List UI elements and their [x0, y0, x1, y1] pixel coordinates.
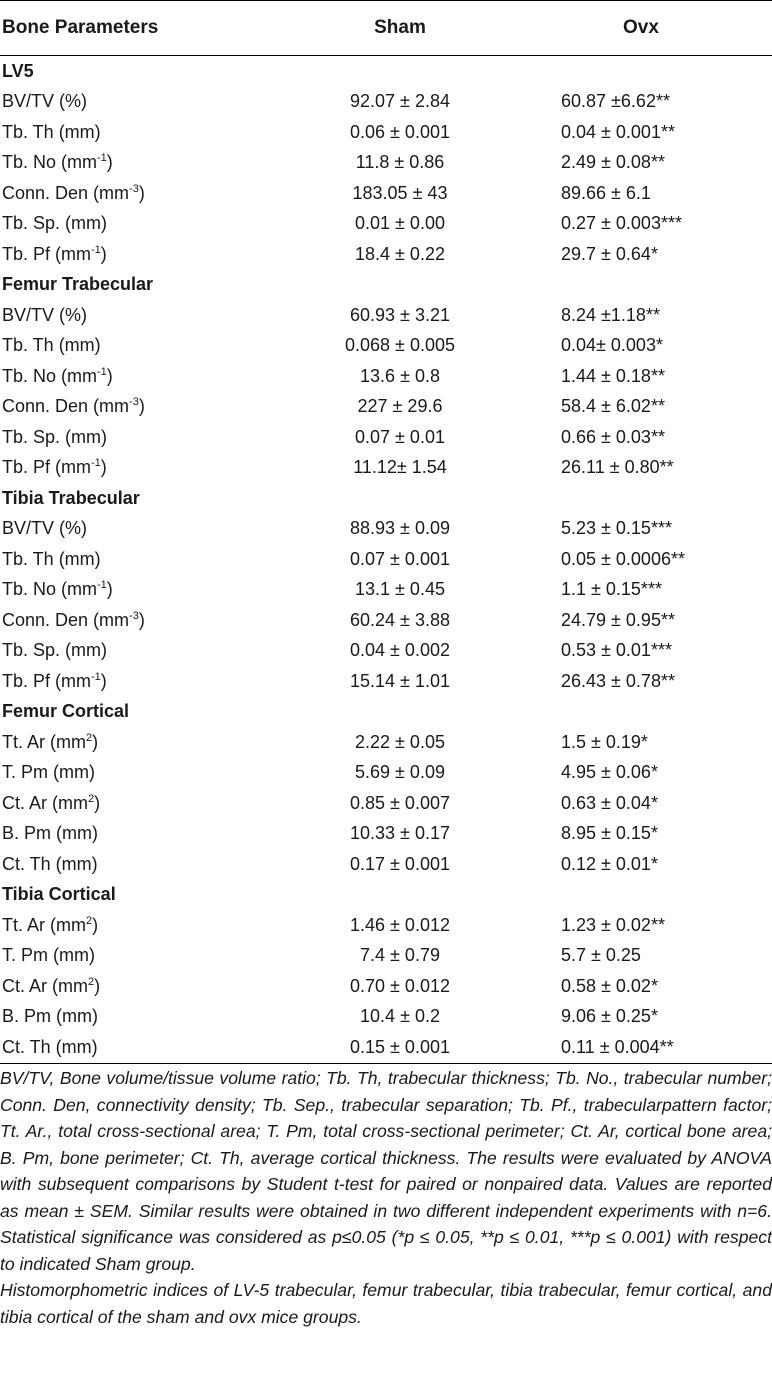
- parameter-label: Tb. Sp. (mm): [2, 426, 108, 447]
- table-row: [0, 148, 772, 179]
- table-row: [0, 605, 772, 636]
- ovx-value: 60.87 ±6.62**: [561, 91, 670, 112]
- ovx-value: 0.04 ± 0.001**: [561, 121, 675, 142]
- table-row: [0, 392, 772, 423]
- sham-value: 15.14 ± 1.01: [350, 670, 450, 691]
- parameter-label: Conn. Den $(mm^{-3})$: [2, 182, 145, 203]
- sham-value: 11.12± 1.54: [353, 457, 447, 478]
- parameter-label: Tb. Th (mm): [2, 335, 101, 356]
- sham-value: 227 ± 29.6: [357, 396, 443, 417]
- sham-value: 0.17 ± 0.001: [350, 853, 450, 874]
- sham-value: 5.69 ± 0.09: [355, 762, 445, 783]
- sham-value: 60.93 ± 3.21: [350, 304, 450, 325]
- ovx-value: 5.7 ± 0.25: [561, 945, 641, 966]
- sham-value: 10.4 ± 0.2: [360, 1006, 440, 1027]
- ovx-value: 24.79 ± 0.95**: [561, 609, 675, 630]
- parameter-label: Tb. Sp. (mm): [2, 640, 108, 661]
- table-row: [0, 361, 772, 392]
- ovx-value: 29.7 ± 0.64*: [561, 243, 658, 264]
- ovx-value: 1.23 ± 0.02**: [561, 914, 665, 935]
- table-row: [0, 788, 772, 819]
- sham-value: 18.4 ± 0.22: [355, 243, 445, 264]
- parameter-label: Tb. Pf $(mm^{-1})$: [2, 243, 107, 264]
- ovx-value: 26.43 ± 0.78**: [561, 670, 675, 691]
- section-label: Tibia Cortical: [2, 884, 116, 905]
- section-row: [0, 880, 772, 911]
- parameter-label: BV/TV (%): [2, 91, 88, 112]
- sham-value: 0.85 ± 0.007: [350, 792, 450, 813]
- table-row: [0, 941, 772, 972]
- sham-value: 183.05 ± 43: [352, 182, 448, 203]
- table-caption: Histomorphometric indices of LV-5 trabecular, femur trabecular, tibia trabecular, femur cortical, and tibia cortical of the sham and ovx mice groups.: [0, 1280, 772, 1327]
- parameter-label: B. Pm (mm): [2, 823, 98, 844]
- sham-value: 2.22 ± 0.05: [355, 731, 445, 752]
- sham-value: 0.01 ± 0.00: [355, 213, 445, 234]
- ovx-value: 0.58 ± 0.02*: [561, 975, 658, 996]
- table-row: [0, 87, 772, 118]
- header-ovx: Ovx: [623, 17, 659, 38]
- parameter-label: Tb. No $(mm^{-1})$: [2, 152, 113, 173]
- table-row: [0, 300, 772, 331]
- sham-value: 0.068 ± 0.005: [345, 335, 455, 356]
- table-row: [0, 849, 772, 880]
- parameter-label: BV/TV (%): [2, 518, 88, 539]
- sham-value: 0.07 ± 0.001: [350, 548, 450, 569]
- section-row: [0, 483, 772, 514]
- ovx-value: 0.05 ± 0.0006**: [561, 548, 685, 569]
- table-row: [0, 1032, 772, 1063]
- parameter-label: Tb. No $(mm^{-1})$: [2, 579, 113, 600]
- footnote: BV/TV, Bone volume/tissue volume ratio; Tb. Th, trabecular thickness; Tb. No., trabecular number; Conn. Den, connectivity density; Tb. Sep., trabecular separation; Tb. Pf., trabecularpattern factor; Tt. Ar., total cross-sectional area; T. Pm, total cross-sectional perimeter; Ct. Ar, cortical bone area; B. Pm, bone perimeter; Ct. Th, average cortical thickness. The results were evaluated by ANOVA with subsequent comparisons by Student t-test for paired or nonpaired data. Values are reported as mean ± SEM. Similar results were obtained in two different independent experiments with n=6. Statistical significance was considered as p≤0.05 (*p ≤ 0.05, **p ≤ 0.01, ***p ≤ 0.001) with respect to indicated Sham group.: [0, 1068, 772, 1274]
- table-row: [0, 971, 772, 1002]
- parameter-label: Tb. Pf $(mm^{-1})$: [2, 457, 107, 478]
- table-row: [0, 544, 772, 575]
- sham-value: 13.1 ± 0.45: [355, 579, 445, 600]
- table-row: [0, 819, 772, 850]
- sham-value: 0.15 ± 0.001: [350, 1036, 450, 1057]
- section-row: [0, 697, 772, 728]
- table-row: [0, 636, 772, 667]
- ovx-value: 1.1 ± 0.15***: [561, 579, 662, 600]
- sham-value: 13.6 ± 0.8: [360, 365, 440, 386]
- sham-value: 10.33 ± 0.17: [350, 823, 450, 844]
- table-row: [0, 117, 772, 148]
- bottom-rule: [0, 1063, 772, 1064]
- parameter-label: Conn. Den $(mm^{-3})$: [2, 609, 145, 630]
- section-label: Tibia Trabecular: [2, 487, 140, 508]
- ovx-value: 0.27 ± 0.003***: [561, 213, 682, 234]
- ovx-value: 0.53 ± 0.01***: [561, 640, 672, 661]
- table-row: [0, 422, 772, 453]
- table-row: [0, 727, 772, 758]
- parameter-label: B. Pm (mm): [2, 1006, 98, 1027]
- parameter-label: Conn. Den $(mm^{-3})$: [2, 396, 145, 417]
- parameter-label: Tb. Th (mm): [2, 548, 101, 569]
- table-body: [0, 56, 772, 1063]
- parameter-label: T. Pm (mm): [2, 945, 95, 966]
- parameter-label: Tb. Pf $(mm^{-1})$: [2, 670, 107, 691]
- table-row: [0, 758, 772, 789]
- table-row: [0, 209, 772, 240]
- ovx-value: 1.44 ± 0.18**: [561, 365, 665, 386]
- parameter-label: Ct. Ar $(mm^2)$: [2, 975, 101, 996]
- parameter-label: Ct. Ar $(mm^2)$: [2, 792, 101, 813]
- ovx-value: 0.11 ± 0.004**: [561, 1036, 674, 1057]
- sham-value: 92.07 ± 2.84: [350, 91, 450, 112]
- sham-value: 88.93 ± 0.09: [350, 518, 450, 539]
- parameter-label: Tb. Sp. (mm): [2, 213, 108, 234]
- parameter-label: Tt. Ar $(mm^2)$: [2, 914, 99, 935]
- sham-value: 1.46 ± 0.012: [350, 914, 450, 935]
- ovx-value: 0.12 ± 0.01*: [561, 853, 658, 874]
- parameter-label: T. Pm (mm): [2, 762, 95, 783]
- header-bone-parameters: Bone Parameters: [2, 17, 159, 38]
- section-row: [0, 270, 772, 301]
- section-label: LV5: [2, 60, 34, 81]
- ovx-value: 89.66 ± 6.1: [561, 182, 651, 203]
- table-row: [0, 178, 772, 209]
- parameter-label: Tb. No $(mm^{-1})$: [2, 365, 113, 386]
- ovx-value: 8.24 ±1.18**: [561, 304, 660, 325]
- parameter-label: Ct. Th (mm): [2, 853, 98, 874]
- section-row: [0, 56, 772, 87]
- table-row: [0, 331, 772, 362]
- ovx-value: 5.23 ± 0.15***: [561, 518, 672, 539]
- header-sham: Sham: [374, 17, 426, 38]
- ovx-value: 8.95 ± 0.15*: [561, 823, 658, 844]
- ovx-value: 9.06 ± 0.25*: [561, 1006, 658, 1027]
- section-label: Femur Trabecular: [2, 274, 154, 295]
- sham-value: 11.8 ± 0.86: [355, 152, 445, 173]
- sham-value: 0.07 ± 0.01: [355, 426, 445, 447]
- table-header: [0, 1, 772, 55]
- ovx-value: 26.11 ± 0.80**: [561, 457, 674, 478]
- section-label: Femur Cortical: [2, 701, 130, 722]
- ovx-value: 0.63 ± 0.04*: [561, 792, 658, 813]
- ovx-value: 0.66 ± 0.03**: [561, 426, 665, 447]
- table-row: [0, 575, 772, 606]
- ovx-value: 1.5 ± 0.19*: [561, 731, 648, 752]
- table-row: [0, 453, 772, 484]
- sham-value: 0.04 ± 0.002: [350, 640, 450, 661]
- table-row: [0, 239, 772, 270]
- sham-value: 0.06 ± 0.001: [350, 121, 450, 142]
- parameter-label: Ct. Th (mm): [2, 1036, 98, 1057]
- ovx-value: 4.95 ± 0.06*: [561, 762, 658, 783]
- table-row: [0, 910, 772, 941]
- ovx-value: 58.4 ± 6.02**: [561, 396, 665, 417]
- parameter-label: Tt. Ar $(mm^2)$: [2, 731, 99, 752]
- sham-value: 7.4 ± 0.79: [360, 945, 440, 966]
- table-notes: [0, 1065, 772, 1330]
- table-row: [0, 514, 772, 545]
- parameter-label: Tb. Th (mm): [2, 121, 101, 142]
- sham-value: 0.70 ± 0.012: [350, 975, 450, 996]
- table-row: [0, 666, 772, 697]
- sham-value: 60.24 ± 3.88: [350, 609, 450, 630]
- ovx-value: 0.04± 0.003*: [561, 335, 663, 356]
- parameter-label: BV/TV (%): [2, 304, 88, 325]
- table-row: [0, 1002, 772, 1033]
- ovx-value: 2.49 ± 0.08**: [561, 152, 665, 173]
